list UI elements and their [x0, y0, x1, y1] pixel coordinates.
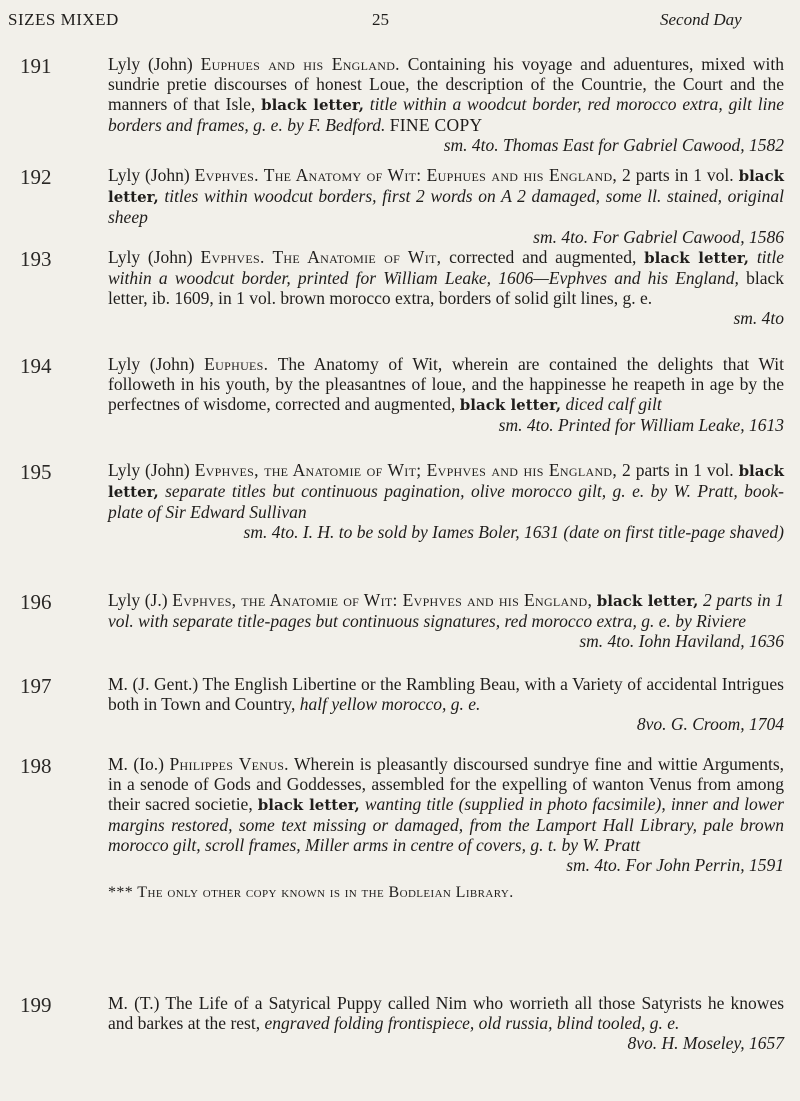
description: titles within woodcut borders, first 2 words on A 2 damaged, some ll. stained, original sheep — [108, 186, 785, 227]
lot-number: 197 — [20, 674, 52, 698]
lot-number: 199 — [20, 993, 52, 1017]
lot-number: 198 — [20, 754, 52, 778]
lot-description — [108, 460, 784, 542]
lot-number: 193 — [20, 247, 52, 271]
title: Evphves, the Anatomie of Wit: Evphves and his England, — [172, 590, 593, 610]
description: diced calf gilt — [565, 394, 662, 414]
title: Evphves. The Anatomy of Wit: Euphues and his England, — [194, 165, 618, 185]
header-right: Second Day — [660, 10, 742, 29]
lot-description — [108, 165, 784, 247]
imprint: sm. 4to. I. H. to be sold by Iames Boler, 1631 (date on first title-page shaved) — [243, 522, 784, 542]
author: M. (J. Gent.) — [108, 674, 199, 694]
description: title within a woodcut border, printed for William Leake, 1606—Evphves and his England, — [108, 247, 785, 288]
text: The English Libertine or the Rambling Beau, with a Variety of accidental Intrigues both in Town and Country, — [108, 674, 784, 714]
description: wanting title (supplied in photo facsimile), inner and lower margins restored, some text missing or damaged, from the Lamport Hall Library, pale brown morocco gilt, scroll frames, Miller arms in centre of covers, g. t. by W. Pratt — [108, 794, 784, 855]
description: title within a woodcut border, red morocco extra, gilt line borders and frames, g. e. by F. Bedford. — [108, 94, 784, 135]
imprint: 8vo. G. Croom, 1704 — [636, 714, 784, 734]
title: Evphves. The Anatomie of Wit, — [200, 247, 442, 267]
text: 2 parts in 1 vol. — [622, 165, 734, 185]
text: corrected and augmented, — [449, 247, 637, 267]
lot-number: 196 — [20, 590, 52, 614]
text: Containing his voyage and aduentures, mixed with sundrie pretie discourses of honest Loue, the description of the Countrie, the Court and the manners of that Isle, — [108, 54, 785, 114]
tail: black letter, ib. 1609, in 1 vol. brown morocco extra, borders of solid gilt lines, g. e. — [108, 268, 784, 308]
description: engraved folding frontispiece, old russia, blind tooled, g. e. — [264, 1013, 680, 1033]
description: half yellow morocco, g. e. — [299, 694, 481, 714]
lot-description — [108, 590, 784, 651]
lot-number: 191 — [20, 54, 52, 78]
author: Lyly (John) — [108, 165, 190, 185]
black-letter: black letter, — [108, 462, 784, 501]
lot-description — [108, 54, 784, 155]
imprint: sm. 4to. For Gabriel Cawood, 1586 — [533, 227, 784, 247]
text: Wherein is pleasantly discoursed sundrye fine and wittie Arguments, in a senode of Gods and Goddesses, assembled for the expelling of wanton Venus from among their sacred societie, — [108, 754, 785, 814]
title: Euphues. — [204, 354, 269, 374]
imprint: sm. 4to — [733, 308, 784, 328]
text: 2 parts in 1 vol. — [622, 460, 734, 480]
imprint: sm. 4to. Iohn Haviland, 1636 — [579, 631, 784, 651]
text: The Anatomy of Wit, wherein are contained the delights that Wit followeth in his youth, by the pleasantnes of loue, and the happinesse he reapeth in age by the perfectnes of wisdome, corrected and augmented, — [108, 354, 785, 414]
imprint: sm. 4to. For John Perrin, 1591 — [566, 855, 784, 875]
tail: FINE COPY — [389, 115, 483, 135]
black-letter: black letter, — [257, 796, 360, 814]
lot-number: 194 — [20, 354, 52, 378]
black-letter: black letter, — [108, 167, 785, 206]
description: 2 parts in 1 vol. with separate title-pages but continuous signatures, red morocco extra, g. e. by Riviere — [108, 590, 785, 631]
lot-number: 195 — [20, 460, 52, 484]
provenance-note: *** The only other copy known is in the Bodleian Library. — [108, 884, 514, 901]
header-left: SIZES MIXED — [8, 10, 119, 29]
author: M. (T.) — [108, 993, 160, 1013]
black-letter: black letter, — [644, 249, 749, 267]
text: The Life of a Satyrical Puppy called Nim who worrieth all those Satyrists he knowes and barkes at the rest, — [108, 993, 785, 1033]
page-number: 25 — [372, 10, 389, 29]
lot-description — [108, 754, 784, 903]
black-letter: black letter, — [261, 96, 364, 114]
black-letter: black letter, — [459, 396, 562, 414]
description: separate titles but continuous pagination, olive morocco gilt, g. e. by W. Pratt, book-plate of Sir Edward Sullivan — [108, 481, 785, 522]
lot-description — [108, 247, 784, 328]
author: Lyly (John) — [108, 354, 195, 374]
lot-description — [108, 993, 784, 1053]
page-header — [0, 10, 800, 34]
title: Euphues and his England. — [200, 54, 400, 74]
author: Lyly (J.) — [108, 590, 168, 610]
lot-description — [108, 674, 784, 734]
author: M. (Io.) — [108, 754, 165, 774]
imprint: 8vo. H. Moseley, 1657 — [627, 1033, 784, 1053]
black-letter: black letter, — [596, 592, 699, 610]
title: Evphves, the Anatomie of Wit; Evphves and his England, — [194, 460, 618, 480]
lot-description — [108, 354, 784, 435]
lot-number: 192 — [20, 165, 52, 189]
imprint: sm. 4to. Printed for William Leake, 1613 — [498, 415, 784, 435]
author: Lyly (John) — [108, 54, 193, 74]
author: Lyly (John) — [108, 460, 190, 480]
author: Lyly (John) — [108, 247, 193, 267]
title: Philippes Venus. — [169, 754, 289, 774]
imprint: sm. 4to. Thomas East for Gabriel Cawood, 1582 — [443, 135, 784, 155]
